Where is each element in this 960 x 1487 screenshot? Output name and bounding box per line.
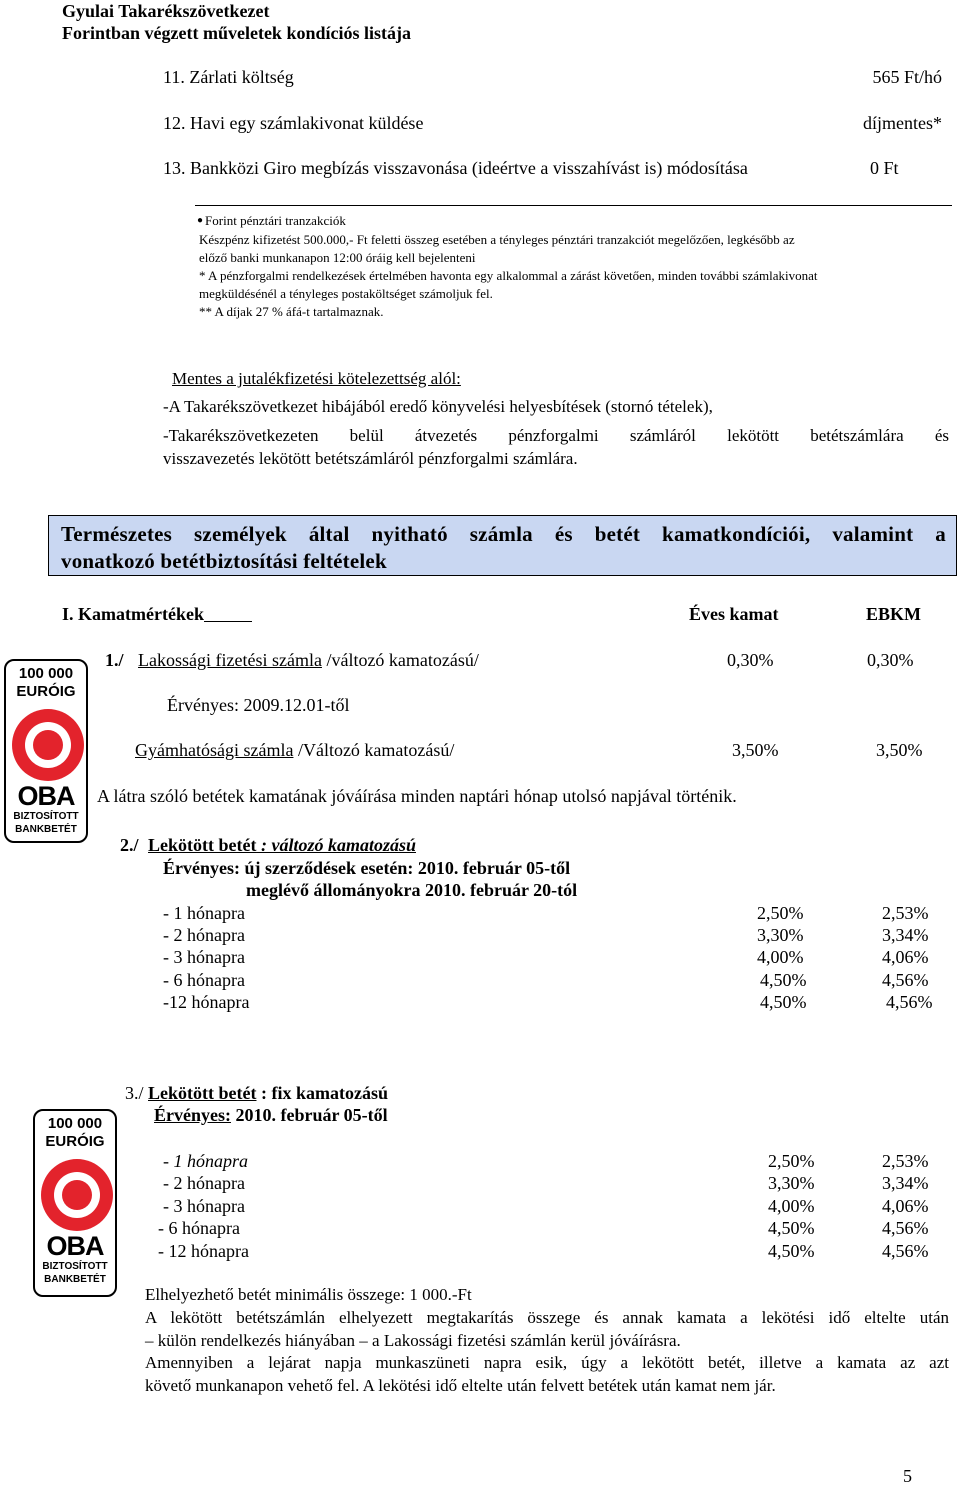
term-rate: 4,00% [757,947,804,967]
logo-sub: BIZTOSÍTOTT [42,1261,108,1272]
account-rate: 3,50% [732,740,779,760]
section-banner-line: vonatkozó betétbiztosítási feltételek [61,549,387,573]
fee-value: díjmentes* [863,113,942,133]
term-ebkm: 4,56% [882,1241,929,1261]
account-type: /Változó kamatozású/ [293,740,455,760]
term-rate: 2,50% [757,903,804,923]
logo-amount-unit: EURÓIG [45,1133,105,1150]
logo-ring-icon [10,707,86,783]
logo-sub: BANKBETÉT [15,824,77,835]
logo-amount: 100 000 [18,665,74,682]
account-row [105,650,479,671]
col-header-rate: Éves kamat [689,604,779,624]
oba-logo [4,659,88,843]
paragraph-line: – külön rendelkezés hiányában – a Lakossági fizetési számlán kerül jóváírásra. [145,1331,681,1350]
fee-label: 11. Zárlati költség [163,67,294,87]
account-rate: 0,30% [727,650,774,670]
term-ebkm: 2,53% [882,903,929,923]
bullet-icon: ● [197,215,204,226]
term-rate: 4,50% [768,1241,815,1261]
deposit-type: : fix kamatozású [256,1083,388,1103]
deposit-name: Lekötött betét [148,1083,257,1103]
paragraph-line: A lekötött betétszámlán elhelyezett megtakarítás összege és annak kamata a lekötési idő eltelte után [145,1308,949,1327]
term-label: - 3 hónapra [163,947,245,967]
term-ebkm: 3,34% [882,925,929,945]
term-ebkm: 2,53% [882,1151,929,1171]
org-name: Gyulai Takarékszövetkezet [62,1,270,21]
deposit-valid [154,1105,388,1126]
term-rate: 4,00% [768,1196,815,1216]
term-label: - 12 hónapra [158,1241,249,1261]
rates-title [62,604,252,625]
note-line: * A pénzforgalmi rendelkezések értelmében havonta egy alkalommal a zárást követően, minden további számlakivonat [199,268,818,283]
paragraph-line: Amennyiben a lejárat napja munkaszüneti napra esik, úgy a lekötött betét, illetve a kamata az azt [145,1353,949,1372]
deposit-valid: meglévő állományokra 2010. február 20-tól [246,880,578,900]
deposit-valid: Érvényes: új szerződések esetén: 2010. február 05-től [163,858,571,878]
account-ebkm: 0,30% [867,650,914,670]
term-ebkm: 4,06% [882,1196,929,1216]
oba-logo [33,1109,117,1297]
term-rate: 4,50% [768,1218,815,1238]
divider [195,205,952,206]
term-rate: 4,50% [760,970,807,990]
exempt-item: -Takarékszövetkezeten belül átvezetés pénzforgalmi számláról lekötött betétszámlára és [163,426,949,445]
account-row [135,740,454,761]
bullet-item [197,213,346,229]
fee-label: 13. Bankközi Giro megbízás visszavonása (ideértve a visszahívást is) módosítása [163,158,748,178]
term-label: - 2 hónapra [163,1173,245,1193]
deposit-name: Lekötött betét [148,835,257,855]
fee-label: 12. Havi egy számlakivonat küldése [163,113,424,133]
term-label: - 6 hónapra [163,970,245,990]
exempt-item: -A Takarékszövetkezet hibájából eredő könyvelési helyesbítések (stornó tételek), [163,397,713,416]
logo-sub: BIZTOSÍTOTT [13,811,79,822]
deposit-valid-label: Érvényes: [154,1105,231,1125]
exempt-title: Mentes a jutalékfizetési kötelezettség alól: [172,369,461,388]
logo-brand: OBA [46,1231,104,1261]
account-name: Gyámhatósági számla [135,740,294,760]
term-label: - 2 hónapra [163,925,245,945]
term-ebkm: 3,34% [882,1173,929,1193]
note-line: előző banki munkanapon 12:00 óráig kell bejelenteni [199,250,476,265]
term-rate: 2,50% [768,1151,815,1171]
logo-ring-icon [39,1157,115,1233]
term-ebkm: 4,06% [882,947,929,967]
account-valid: Érvényes: 2009.12.01-től [167,695,350,715]
term-label: - 1 hónapra [163,903,245,923]
account-type: /változó kamatozású/ [321,650,479,670]
logo-sub: BANKBETÉT [44,1274,106,1285]
rates-title-text: I. Kamatmértékek [62,604,204,624]
min-amount: Elhelyezhető betét minimális összege: 1 000.-Ft [145,1285,472,1304]
sight-note: A látra szóló betétek kamatának jóváírása minden naptári hónap utolsó napjával történik. [97,786,737,806]
fee-value: 0 Ft [870,158,899,178]
section-banner [48,515,957,576]
document-title: Forintban végzett műveletek kondíciós listája [62,23,411,43]
account-ebkm: 3,50% [876,740,923,760]
term-rate: 4,50% [760,992,807,1012]
term-rate: 3,30% [768,1173,815,1193]
paragraph-line: követő munkanapon vehető fel. A lekötési idő eltelte után felvett betétek után kamat nem jár. [145,1376,776,1395]
term-label: - 1 hónapra [163,1151,249,1171]
note-line: megküldésénél a tényleges postaköltséget számoljuk fel. [199,286,493,301]
col-header-ebkm: EBKM [866,604,922,624]
note-line: ** A díjak 27 % áfá-t tartalmaznak. [199,304,384,319]
page-number: 5 [903,1466,912,1486]
deposit-type: : változó kamatozású [256,835,416,855]
note-line: Készpénz kifizetést 500.000,- Ft feletti összeg esetében a tényleges pénztári tranzakciót megelőzően, legkésőbb az [199,232,795,247]
term-label-text: 1 hónapra [173,1151,249,1171]
deposit-valid-date: 2010. február 05-től [230,1105,388,1125]
term-ebkm: 4,56% [886,992,933,1012]
term-ebkm: 4,56% [882,970,929,990]
exempt-item-cont: visszavezetés lekötött betétszámláról pénzforgalmi számlára. [163,449,578,468]
logo-amount-unit: EURÓIG [16,683,76,700]
account-num: 1./ [105,650,124,670]
account-name: Lakossági fizetési számla [138,650,322,670]
term-rate: 3,30% [757,925,804,945]
section-banner-line: Természetes személyek által nyitható számla és betét kamatkondíciói, valamint a [61,522,946,546]
deposit-num: 2./ [120,835,139,855]
deposit-heading [120,835,416,856]
deposit-heading [125,1083,388,1104]
logo-brand: OBA [17,781,75,811]
fee-value: 565 Ft/hó [872,67,942,87]
term-label: -12 hónapra [163,992,250,1012]
bullet-title: Forint pénztári tranzakciók [205,213,346,228]
term-label: - 6 hónapra [158,1218,240,1238]
term-label: - 3 hónapra [163,1196,245,1216]
term-ebkm: 4,56% [882,1218,929,1238]
deposit-num: 3./ [125,1083,144,1103]
logo-amount: 100 000 [47,1115,103,1132]
